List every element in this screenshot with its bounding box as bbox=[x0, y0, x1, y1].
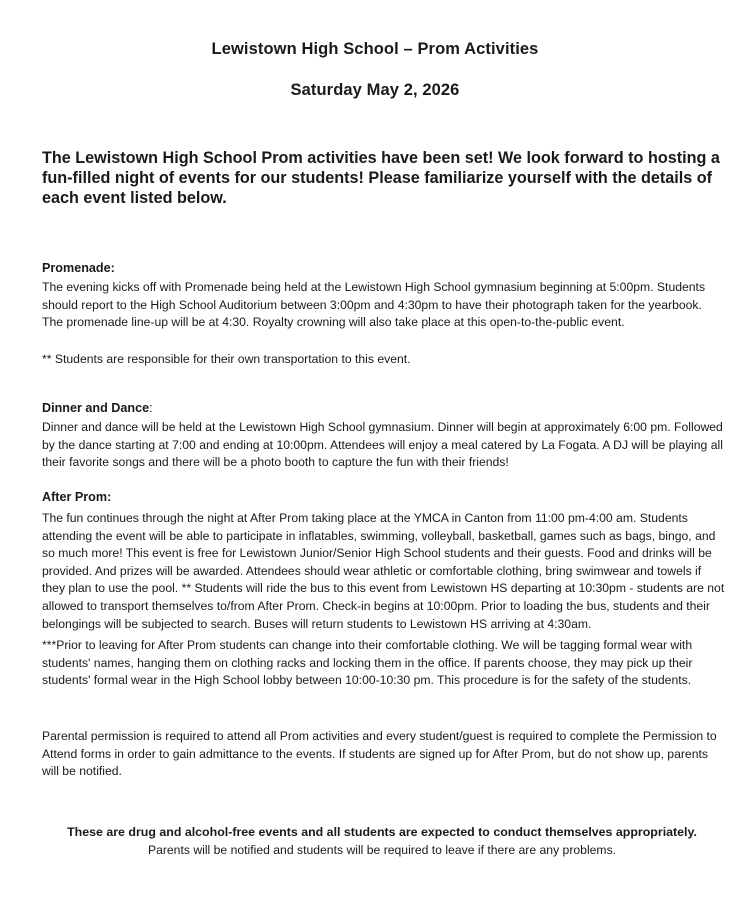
after-prom-paragraph: The fun continues through the night at After Prom taking place at the YMCA in Canton from 11:00 pm-4:00 am. Students attending the event will be able to participate in inflatables, swimming, volleyball, basketball, games such as bags, bingo, and so much more! This event is free for Lewistown Junior/Senior High School students and their guests. Food and drinks will be provided. And prizes will be awarded. Attendees should wear athletic or comfortable clothing, bring swimwear and towels if they plan to use the pool. ** Students will ride the bus to this event from Lewistown HS departing at 10:30pm - students are not allowed to transport themselves to/from After Prom. Check-in begins at 10:00pm. Prior to loading the bus, students and their belongings will be subjected to search. Buses will return students to Lewistown HS arriving at 4:30am. bbox=[42, 511, 725, 631]
closing-statement: These are drug and alcohol-free events and all students are expected to conduct themselves appropriately. bbox=[67, 825, 697, 839]
document-title: Lewistown High School – Prom Activities bbox=[211, 40, 539, 58]
promenade-paragraph: The evening kicks off with Promenade being held at the Lewistown High School gymnasium beginning at 5:00pm. Students should report to the High School Auditorium between 3:00pm and 4:30pm to have their photograph taken for the yearbook. The promenade line-up will be at 4:30. Royalty crowning will also take place at this open-to-the-public event. bbox=[42, 280, 706, 330]
after-prom-heading: After Prom: bbox=[42, 490, 112, 504]
dinner-heading-label: Dinner and Dance bbox=[42, 401, 150, 415]
dinner-paragraph: Dinner and dance will be held at the Lewistown High School gymnasium. Dinner will begin at approximately 6:00 pm. Followed by the dance starting at 7:00 and ending at 10:00pm. Attendees will enjoy a meal catered by La Fogata. A DJ will be playing all their favorite songs and there will be a photo booth to capture the fun with their friends! bbox=[42, 420, 723, 470]
promenade-transport-note: ** Students are responsible for their own transportation to this event. bbox=[42, 352, 411, 366]
event-date: Saturday May 2, 2026 bbox=[290, 81, 460, 99]
closing-note: Parents will be notified and students will be required to leave if there are any problems. bbox=[147, 843, 617, 857]
permission-paragraph: Parental permission is required to attend all Prom activities and every student/guest is required to complete the Permission to Attend forms in order to gain admittance to the events. If students are signed up for After Prom, but do not show up, parents will be notified. bbox=[42, 729, 717, 779]
dinner-heading-colon: : bbox=[149, 401, 153, 415]
intro-paragraph: The Lewistown High School Prom activities have been set! We look forward to hosting a fun-filled night of events for our students! Please familiarize yourself with the details of each event listed below. bbox=[42, 149, 720, 207]
promenade-heading: Promenade: bbox=[42, 261, 115, 275]
dinner-heading bbox=[42, 401, 153, 415]
after-prom-clothing-note: ***Prior to leaving for After Prom students can change into their comfortable clothing. We will be tagging formal wear with students' names, hanging them on clothing racks and locking them in the office. If parents choose, they may pick up their students' formal wear in the High School lobby between 10:00-10:30 pm. This procedure is for the safety of the students. bbox=[42, 638, 693, 688]
